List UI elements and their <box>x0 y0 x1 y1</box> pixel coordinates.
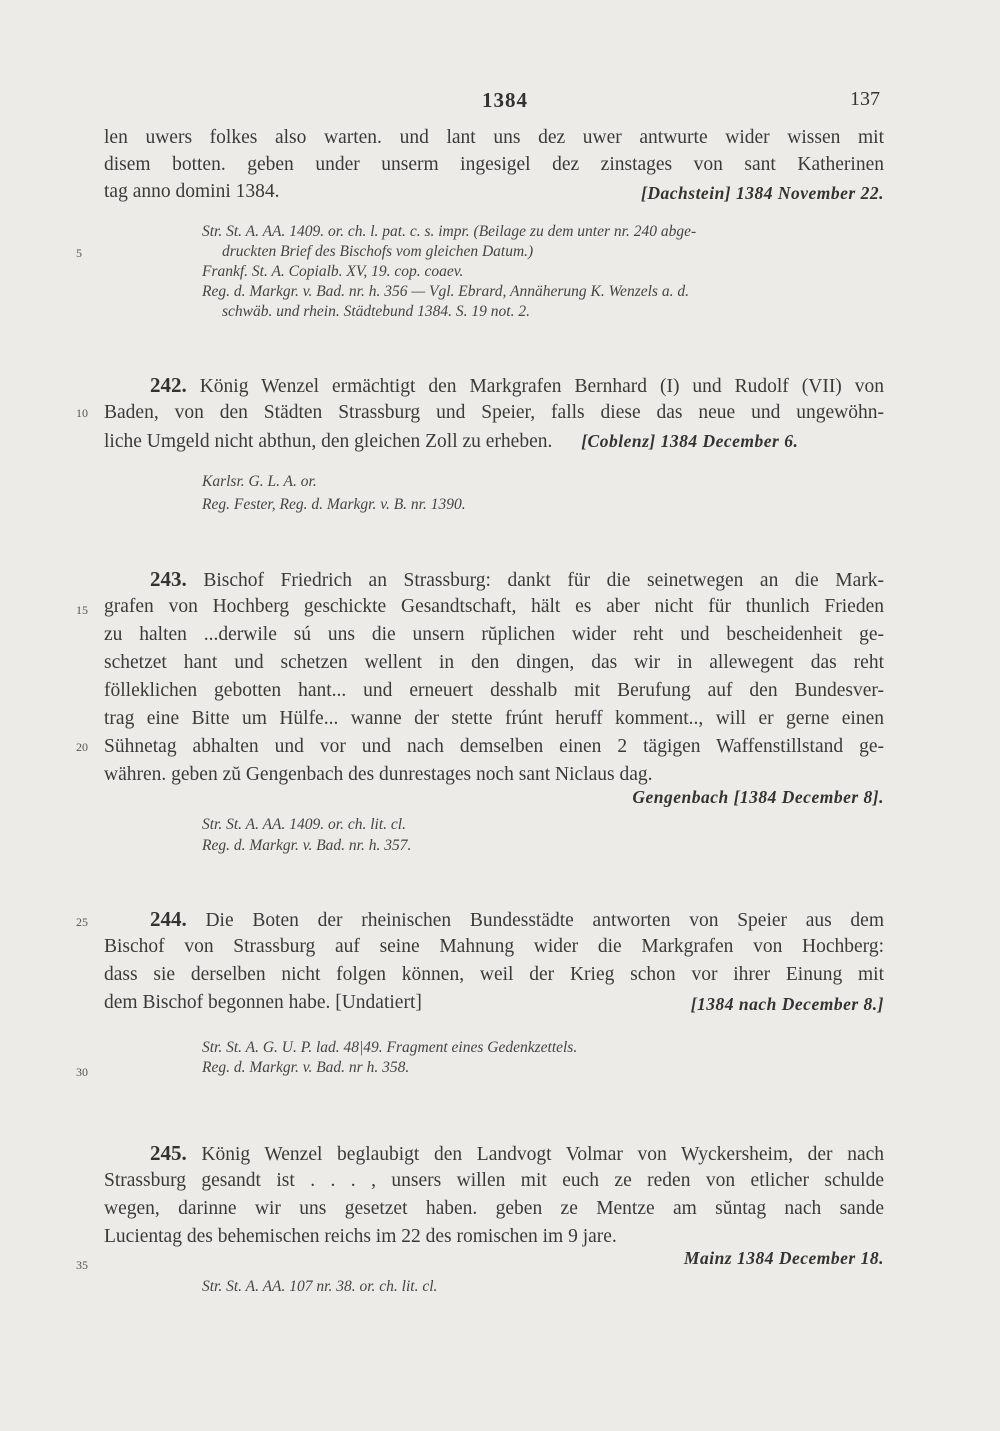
text-line: währen. geben zŭ Gengenbach des dunrestages noch sant Niclaus dag. <box>104 764 653 785</box>
entry-number: 243. <box>150 567 187 591</box>
text-line: trag eine Bitte um Hülfe... wanne der stette frúnt heruff komment.., will er gerne einen <box>104 708 884 729</box>
entry-number: 244. <box>150 907 187 931</box>
entry-first-line <box>150 566 884 594</box>
line-number-margin: 25 <box>76 915 88 929</box>
text-line: schetzet hant und schetzen wellent in den dingen, das wir in allewegent das reht <box>104 652 884 673</box>
entry-first-line <box>150 372 884 400</box>
line-number-margin: 5 <box>76 246 82 260</box>
entry-date: [1384 nach December 8.] <box>690 994 884 1014</box>
source-note: Reg. d. Markgr. v. Bad. nr. h. 356 — Vgl. Ebrard, Annäherung K. Wenzels a. d. <box>202 283 689 300</box>
line-number-margin: 10 <box>76 406 88 420</box>
text-line: Sühnetag abhalten und vor und nach demselben einen 2 tägigen Waffenstillstand ge- <box>104 736 884 757</box>
source-note: Str. St. A. AA. 1409. or. ch. lit. cl. <box>202 816 406 833</box>
entry-text: Bischof Friedrich an Strassburg: dankt für die seinetwegen an die Mark- <box>203 570 884 591</box>
entry-first-line <box>150 906 884 934</box>
entry-first-line <box>150 1140 884 1168</box>
source-note: Str. St. A. AA. 1409. or. ch. l. pat. c. s. impr. (Beilage zu dem unter nr. 240 abge- <box>202 223 697 240</box>
text-line: Lucientag des behemischen reichs im 22 des romischen im 9 jare. <box>104 1226 617 1247</box>
text-line: fölleklichen gebotten hant... und erneuert desshalb mit Berufung auf den Bundesver- <box>104 680 884 701</box>
entry-text: Die Boten der rheinischen Bundesstädte antworten von Speier aus dem <box>205 910 884 931</box>
line-number-margin: 30 <box>76 1065 88 1079</box>
text-line: wegen, darinne wir uns gesetzet haben. geben ze Mentze am sŭntag nach sande <box>104 1198 884 1219</box>
entry-text: König Wenzel beglaubigt den Landvogt Volmar von Wyckersheim, der nach <box>201 1144 885 1165</box>
source-note: druckten Brief des Bischofs vom gleichen Datum.) <box>222 243 534 260</box>
entry-number: 242. <box>150 373 187 397</box>
entry-date: Mainz 1384 December 18. <box>683 1248 884 1268</box>
entry-date: Gengenbach [1384 December 8]. <box>632 787 884 807</box>
source-note: Karlsr. G. L. A. or. <box>202 473 317 490</box>
text-line: Strassburg gesandt ist . . . , unsers willen mit euch ze reden von etlicher schulde <box>104 1170 884 1191</box>
source-note: Str. St. A. AA. 107 nr. 38. or. ch. lit. cl. <box>202 1278 438 1295</box>
source-note: Reg. d. Markgr. v. Bad. nr h. 358. <box>202 1059 410 1076</box>
entry-text: König Wenzel ermächtigt den Markgrafen Bernhard (I) und Rudolf (VII) von <box>199 376 885 397</box>
text-line-with-date <box>104 428 884 455</box>
entry-number: 245. <box>150 1141 187 1165</box>
source-note: Frankf. St. A. Copialb. XV, 19. cop. coaev. <box>202 263 464 280</box>
entry-text: liche Umgeld nicht abthun, den gleichen Zoll zu erheben. <box>104 431 553 452</box>
source-note: Str. St. A. G. U. P. lad. 48|49. Fragment eines Gedenkzettels. <box>202 1039 578 1056</box>
page-number: 137 <box>850 88 880 110</box>
source-note: schwäb. und rhein. Städtebund 1384. S. 19 not. 2. <box>222 303 530 320</box>
text-line: tag anno domini 1384. <box>104 181 280 202</box>
text-line: grafen von Hochberg geschickte Gesandtschaft, hält es aber nicht für thunlich Frieden <box>104 596 884 617</box>
line-number-margin: 35 <box>76 1258 88 1272</box>
entry-date: [Dachstein] 1384 November 22. <box>641 183 884 203</box>
text-line: zu halten ...derwile sú uns die unsern rŭplichen wider reht und bescheidenheit ge- <box>104 624 884 645</box>
text-line: len uwers folkes also warten. und lant uns dez uwer antwurte wider wissen mit <box>104 127 884 148</box>
line-number-margin: 15 <box>76 603 88 617</box>
source-note: Reg. Fester, Reg. d. Markgr. v. B. nr. 1390. <box>202 496 466 513</box>
entry-date: [Coblenz] 1384 December 6. <box>581 431 799 451</box>
text-line: Bischof von Strassburg auf seine Mahnung wider die Markgrafen von Hochberg: <box>104 936 884 957</box>
text-line: Baden, von den Städten Strassburg und Speier, falls diese das neue und ungewöhn- <box>104 402 884 423</box>
text-line: dass sie derselben nicht folgen können, weil der Krieg schon vor ihrer Einung mit <box>104 964 884 985</box>
running-header-year: 1384 <box>482 88 528 112</box>
text-line: dem Bischof begonnen habe. [Undatiert] <box>104 992 422 1013</box>
line-number-margin: 20 <box>76 740 88 754</box>
text-line: disem botten. geben under unserm ingesigel dez zinstages von sant Katherinen <box>104 154 884 175</box>
source-note: Reg. d. Markgr. v. Bad. nr. h. 357. <box>202 837 412 854</box>
